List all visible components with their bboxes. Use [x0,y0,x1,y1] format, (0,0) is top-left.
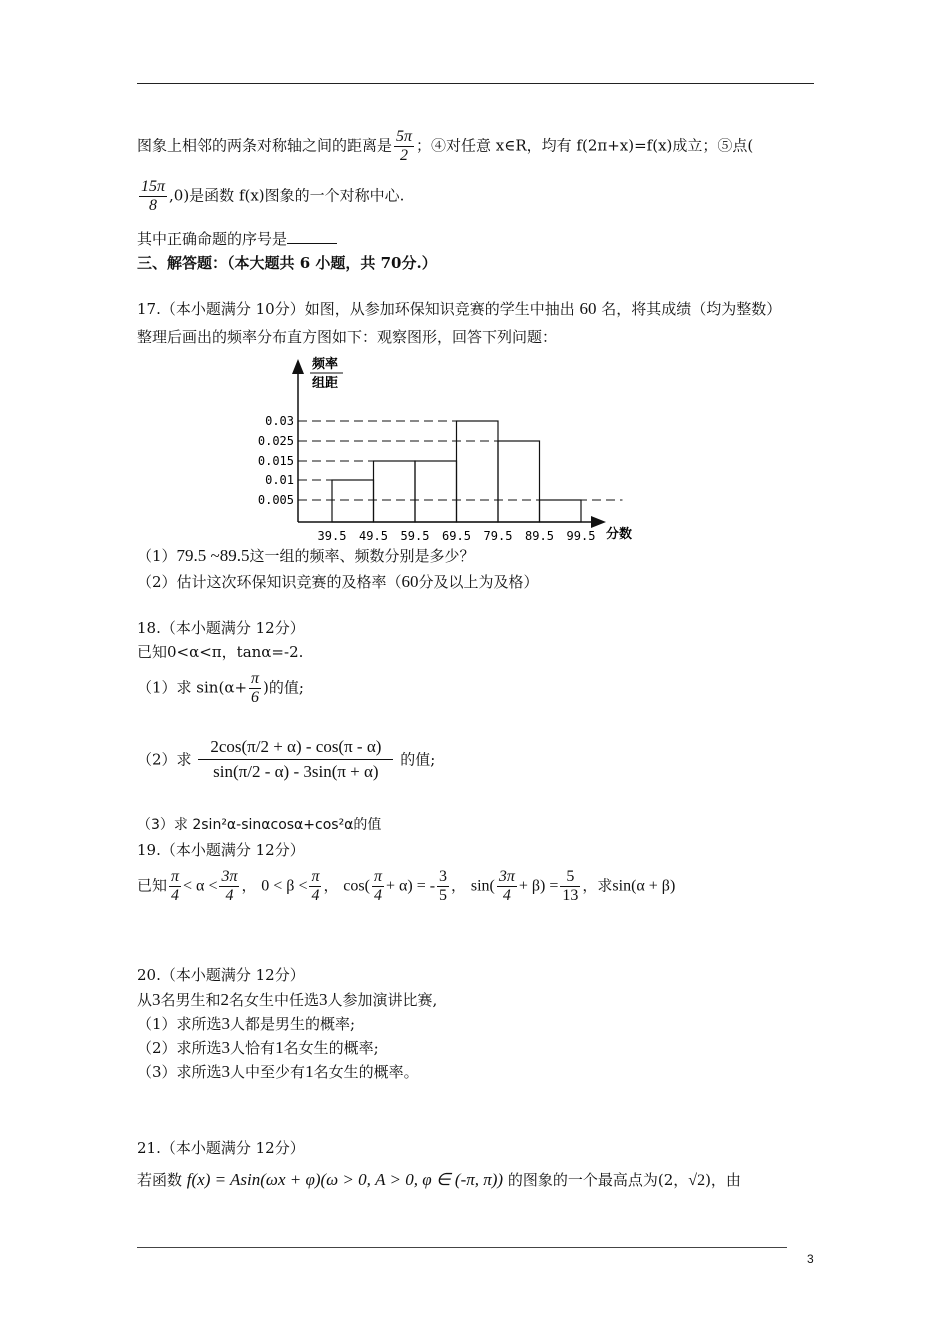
q20-part1: （1）求所选3人都是男生的概率; [137,1014,356,1033]
histogram-bar [332,480,374,522]
answer-blank [287,229,337,244]
fraction-pi-4-c: $\frac{\pi}{4}$ [373,868,382,904]
header-rule [137,83,814,84]
q19-given: 已知 $\frac{\pi}{4}$ < α < $\frac{3\pi}{4}$ ， 0 < β < $\frac{\pi}{4}$ ， cos( $\frac{\pi}{4}$ + α) = - $\frac{3}{5}$ ， sin( $\frac{3\pi}{4}$ + β) = $\frac{5}{13}$ ，求sin(α + β) [137,868,676,904]
footer-rule [137,1247,787,1248]
q18-given: 已知0<α<π，tanα=-2. [137,643,304,661]
fraction-pi-6: $\frac{\pi}{6}$ [251,670,260,706]
fraction-3pi-4-b: $\frac{3\pi}{4}$ [498,868,515,904]
y-axis-label-top: 频率 [312,357,339,372]
q20-line1: 从3名男生和2名女生中任选3人参加演讲比赛, [137,990,438,1009]
q17-part2: （2）估计这次环保知识竞赛的及格率（60分及以上为及格） [137,572,539,591]
y-tick-label: 0.005 [257,493,294,507]
x-axis-label: 分数 [606,527,633,542]
x-tick-label: 99.5 [566,529,596,543]
x-tick-label: 49.5 [359,529,388,543]
q18-part1: （1）求 sin(α+ $\frac{\pi}{6}$ )的值; [137,670,304,706]
q18-part3: （3）求 2sin²α-sinαcosα+cos²α的值 [137,817,382,833]
x-tick-label: 89.5 [525,529,554,543]
x-tick-label: 79.5 [483,529,513,543]
q16-line1: 图象上相邻的两条对称轴之间的距离是 $\frac{5\pi}{2}$ ；④对任意 x∈R，均有 f(2π+x)=f(x)成立；⑤点( [137,128,754,164]
q20-heading: 20.（本小题满分 12分） [137,966,305,984]
fraction-pi-4-b: $\frac{\pi}{4}$ [311,868,320,904]
trig-fraction: $\frac{2\cos(\pi/2 + \alpha) - \cos(\pi - \alpha)}{\sin(\pi/2 - \alpha) - 3\sin(\pi + \alpha)}$ [198,735,393,784]
x-tick-label: 39.5 [317,529,347,543]
y-tick-label: 0.01 [265,473,294,487]
q19-heading: 19.（本小题满分 12分） [137,841,305,859]
fraction-5pi-2: $\frac{5\pi}{2}$ [396,128,413,164]
fraction-3pi-4: $\frac{3\pi}{4}$ [221,868,238,904]
q20-part2: （2）求所选3人恰有1名女生的概率; [137,1038,379,1057]
histogram-bar [374,461,416,522]
q18-heading: 18.（本小题满分 12分） [137,619,305,637]
x-tick-label: 59.5 [400,529,430,543]
section-three-heading: 三、解答题：（本大题共 6 小题，共 70分.） [137,254,437,272]
fraction-pi-4: $\frac{\pi}{4}$ [171,868,180,904]
page-number: 3 [807,1252,814,1266]
y-tick-label: 0.03 [265,414,294,428]
q20-part3: （3）求所选3人中至少有1名女生的概率。 [137,1062,419,1081]
fraction-5-13: $\frac{5}{13}$ [562,868,579,904]
fraction-3-5: $\frac{3}{5}$ [439,868,448,904]
q16-line3: 其中正确命题的序号是 [137,229,337,249]
q16-line2: $\frac{15\pi}{8}$ ,0)是函数 f(x)图象的一个对称中心. [141,178,405,214]
fraction-15pi-8: $\frac{15\pi}{8}$ [141,178,166,214]
histogram-bar [540,500,582,522]
q18-part2: （2）求 $\frac{2\cos(\pi/2 + \alpha) - \cos(\pi - \alpha)}{\sin(\pi/2 - \alpha) - 3\sin(\pi + \alpha)}$ 的值; [137,735,435,784]
q21-line1: 若函数 f(x) = Asin(ωx + φ)(ω > 0, A > 0, φ ∈ (-π, π)) 的图象的一个最高点为(2，√2)，由 [137,1170,741,1189]
histogram-bar [415,461,457,522]
y-tick-label: 0.015 [257,454,294,468]
q17-line2: 整理后画出的频率分布直方图如下：观察图形，回答下列问题： [137,328,558,346]
q17-line1: 17.（本小题满分 10分）如图，从参加环保知识竞赛的学生中抽出 60 名，将其成绩（均为整数） [137,299,782,318]
q17-part1: （1）79.5 ~89.5这一组的频率、频数分别是多少？ [137,546,475,565]
histogram-bar [457,421,499,522]
frequency-histogram [240,350,640,550]
y-axis-label-bottom: 组距 [312,376,339,391]
histogram-bar [498,441,540,522]
x-tick-label: 69.5 [442,529,471,543]
q21-heading: 21.（本小题满分 12分） [137,1139,305,1157]
y-tick-label: 0.025 [257,434,294,448]
